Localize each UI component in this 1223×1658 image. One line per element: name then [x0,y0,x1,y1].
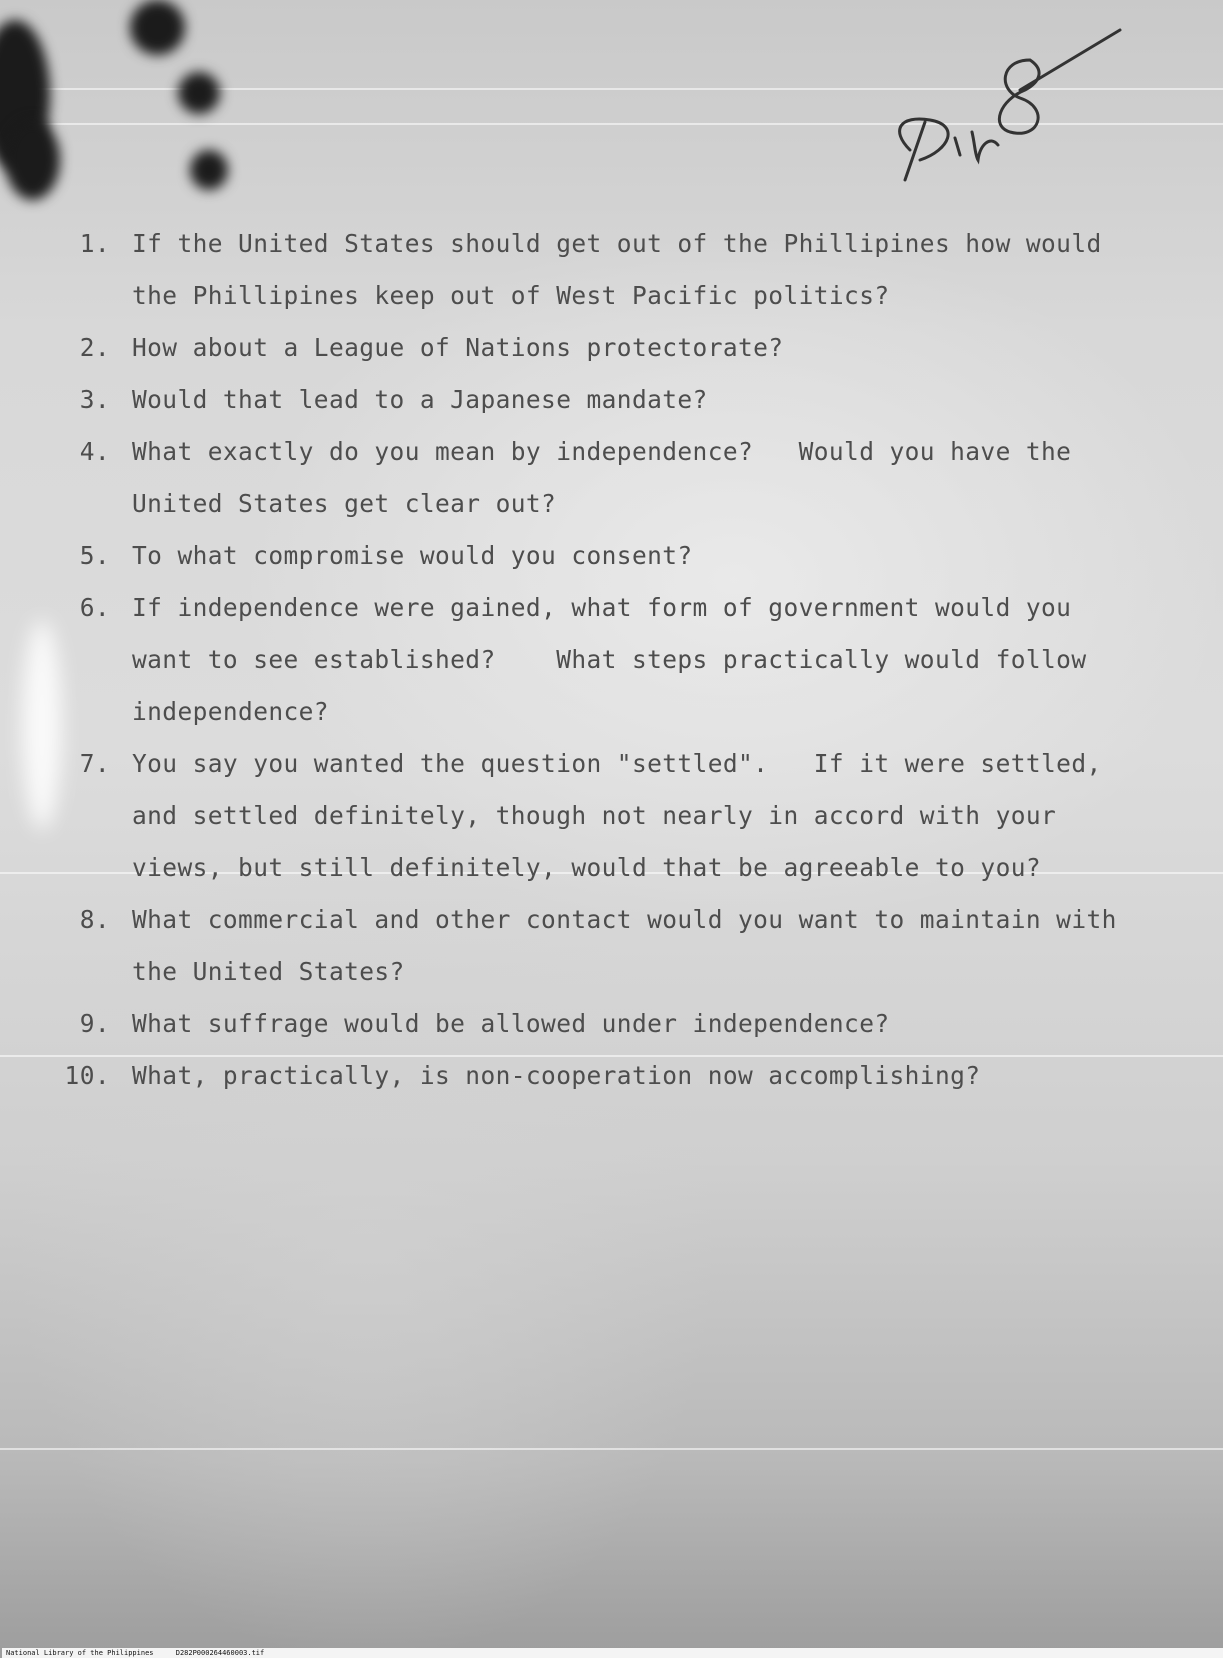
ink-blot [190,150,228,190]
question-item [60,998,1200,1050]
question-number: 4. [79,437,110,466]
question-line: United States get clear out? [132,489,557,518]
question-item [60,530,1200,582]
question-text [132,218,1200,322]
question-line: views, but still definitely, would that be agreeable to you? [132,853,1042,882]
ink-blot [5,120,60,200]
question-text [132,530,1200,582]
handwritten-mark-pin-8 [880,20,1160,190]
question-text [132,426,1200,530]
ink-blot [178,72,220,114]
question-number: 3. [79,385,110,414]
question-number: 10. [64,1061,110,1090]
question-line: independence? [132,697,329,726]
question-number: 8. [79,905,110,934]
ink-blot [130,0,185,55]
question-text [132,374,1200,426]
scan-footer [2,1648,1223,1658]
question-number: 1. [79,229,110,258]
question-line: You say you wanted the question "settled". If it were settled, [132,749,1102,778]
question-line: the United States? [132,957,405,986]
question-line: want to see established? What steps practically would follow [132,645,1087,674]
question-list [60,218,1200,1102]
question-line: What suffrage would be allowed under independence? [132,1009,890,1038]
question-text [132,998,1200,1050]
question-line: To what compromise would you consent? [132,541,693,570]
question-text [132,894,1200,998]
question-item [60,322,1200,374]
question-line: and settled definitely, though not nearly in accord with your [132,801,1057,830]
question-line: Would that lead to a Japanese mandate? [132,385,708,414]
question-item [60,894,1200,998]
question-text [132,738,1200,894]
question-item [60,218,1200,322]
question-number: 5. [79,541,110,570]
file-id: D282P000264460003.tif [175,1649,265,1657]
question-text [132,582,1200,738]
scan-line [0,1448,1223,1450]
light-glare [22,620,62,830]
question-line: If independence were gained, what form of government would you [132,593,1072,622]
question-item [60,374,1200,426]
question-item [60,738,1200,894]
question-number: 2. [79,333,110,362]
question-item [60,1050,1200,1102]
question-item [60,426,1200,530]
question-line: What, practically, is non-cooperation now accomplishing? [132,1061,981,1090]
question-line: How about a League of Nations protectorate? [132,333,784,362]
question-line: What exactly do you mean by independence? Would you have the [132,437,1072,466]
library-name: National Library of the Philippines [6,1649,154,1657]
question-number: 7. [79,749,110,778]
question-line: the Phillipines keep out of West Pacific politics? [132,281,890,310]
question-text [132,1050,1200,1102]
question-line: If the United States should get out of the Phillipines how would [132,229,1102,258]
question-item [60,582,1200,738]
question-number: 6. [79,593,110,622]
question-number: 9. [79,1009,110,1038]
question-line: What commercial and other contact would you want to maintain with [132,905,1117,934]
question-text [132,322,1200,374]
